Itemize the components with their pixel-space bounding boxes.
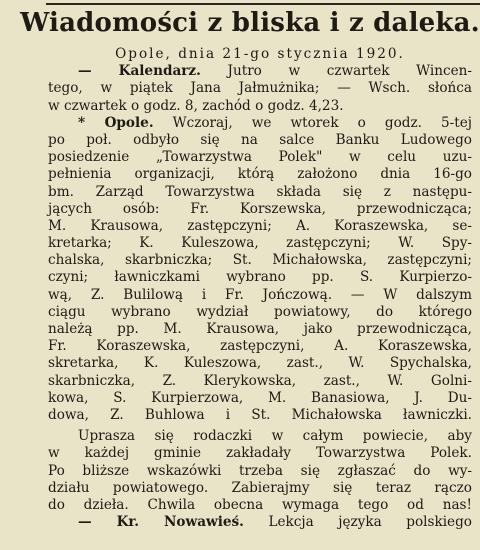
opole-line: chalska, skarbniczka; St. Michałowska, zastępczyni;	[48, 252, 472, 269]
article-body	[48, 46, 472, 531]
appeal-line: Po bliższe wskazówki trzeba się zgłaszać do wy-	[48, 462, 472, 479]
top-rule	[46, 3, 480, 5]
opole-line: kretarka; K. Kuleszowa, zastępczyni; W. Spy-	[48, 235, 472, 252]
opole-line	[48, 115, 472, 132]
opole-line: wą, Z. Bulilową i Fr. Jończową. — W dalszym	[48, 286, 472, 303]
nowawies-heading: — Kr. Nowawieś.	[78, 514, 244, 531]
opole-line: skretarka, K. Kuleszowa, zast., W. Spychalska,	[48, 355, 472, 372]
dateline-text: Opole, dnia 21-go stycznia 1920.	[115, 46, 405, 62]
calendar-text: Jutro w czwartek Wincen-	[200, 63, 472, 80]
opole-line: czyni; ławniczkami wybrano pp. S. Kurpierzo-	[48, 269, 472, 286]
calendar-heading: — Kalendarz.	[78, 63, 201, 80]
opole-line: Fr. Koraszewska, zastępczyni, A. Koraszewska,	[48, 338, 472, 355]
opole-line: ciągu wybrano wydział powiatowy, do którego	[48, 303, 472, 320]
opole-line: bm. Zarząd Towarzystwa składa się z następu-	[48, 183, 472, 200]
opole-text: Wczoraj, we wtorek o godz. 5-tej	[153, 114, 472, 131]
appeal-line: w każdej gminie zakładały Towarzystwa Polek.	[48, 445, 472, 462]
appeal-line: działu powiatowego. Zabierajmy się teraz rączo	[48, 479, 472, 496]
appeal-line: Uprasza się rodaczki w całym powiecie, aby	[78, 428, 472, 445]
appeal-line: do dzieła. Chwila obecna wymaga tego od nas!	[48, 496, 472, 513]
opole-line: M. Krausowa, zastępczyni; A. Koraszewska, se-	[48, 217, 472, 234]
opole-line: dowa, Z. Buhlowa i St. Michałowska ławniczki.	[48, 406, 472, 423]
opole-line: skarbniczka, Z. Klerykowska, zast., W. Golni-	[48, 372, 472, 389]
opole-line: należą pp. M. Krausowa, jako przewodnicząca,	[48, 321, 472, 337]
calendar-line: w czwartek o godz. 8, zachód o godz. 4,23.	[48, 97, 344, 114]
opole-line: jących osób: Fr. Korszewska, przewodnicząca;	[48, 200, 472, 217]
nowawies-text: Lekcja języka polskiego	[243, 514, 472, 531]
dateline	[48, 46, 472, 63]
opole-line: kowa, S. Kurpierzowa, M. Banasiowa, J. Du-	[48, 389, 472, 406]
opole-line: posiedzenie „Towarzystwa Polek" w celu uzu-	[48, 149, 472, 166]
opole-heading: * Opole.	[78, 114, 154, 131]
calendar-line	[48, 63, 472, 80]
calendar-line: tego, w piątek Jana Jałmużnika; — Wsch. słońca	[48, 80, 472, 97]
nowawies-line	[48, 514, 472, 531]
opole-line: po poł. odbyło się na salce Banku Ludowego	[48, 131, 472, 148]
opole-line: pełnienia organizacji, którą założono dnia 16-go	[48, 166, 472, 183]
section-headline: Wiadomości z bliska i z daleka.	[20, 8, 480, 38]
